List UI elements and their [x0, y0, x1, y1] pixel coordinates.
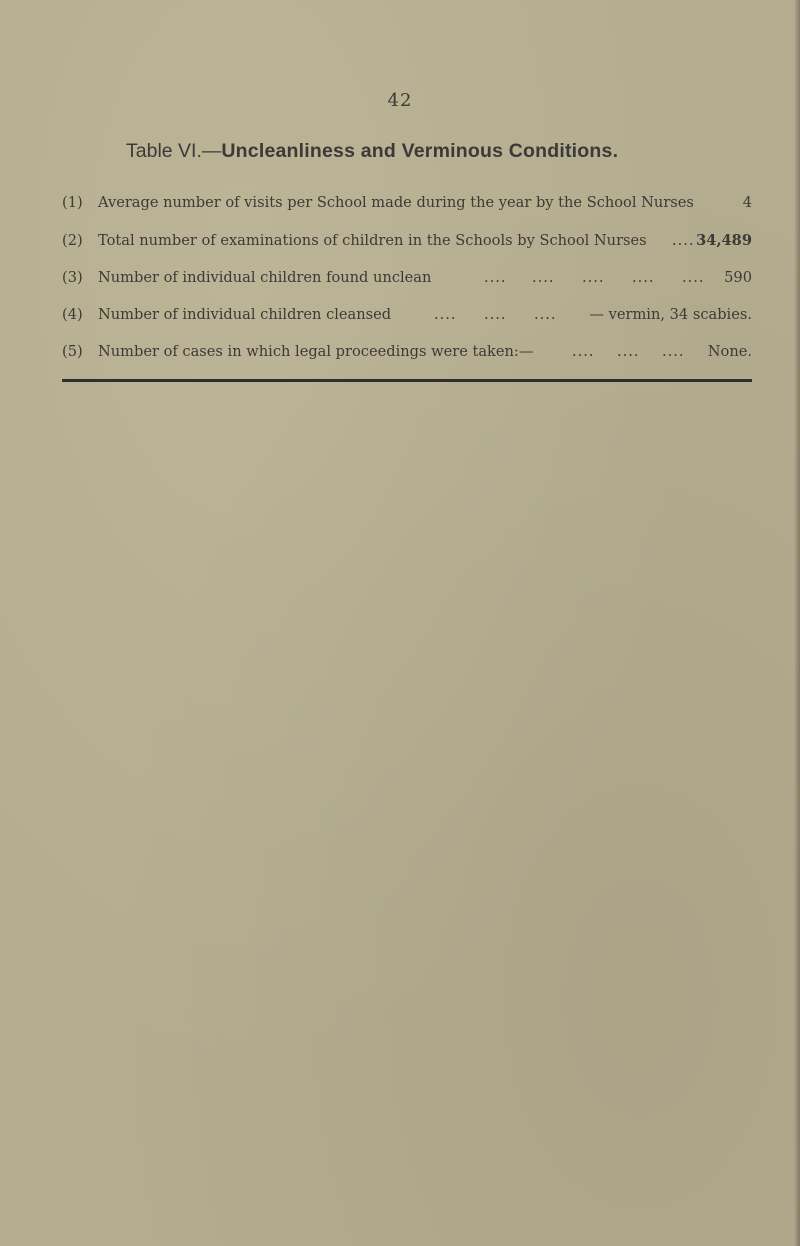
row-number: (1) — [62, 194, 83, 211]
leader-dots: .... — [532, 269, 555, 286]
page-number: 42 — [387, 90, 413, 111]
row-text: Number of individual children found unclean — [98, 269, 432, 286]
row-text: Number of cases in which legal proceedings were taken:— — [98, 343, 534, 360]
leader-dots: .... — [572, 343, 595, 360]
leader-dots: .... — [484, 306, 507, 323]
table-title — [126, 140, 618, 163]
table-row — [62, 267, 752, 289]
leader-dots: .... — [662, 343, 685, 360]
table-row — [62, 230, 752, 252]
table-label: Table VI. — [126, 140, 202, 162]
leader-dots: .... — [682, 269, 705, 286]
row-value: 4 — [742, 194, 752, 211]
leader-dots: .... — [484, 269, 507, 286]
leader-dots: .... — [632, 269, 655, 286]
leader-dots: .... — [582, 269, 605, 286]
row-text: Number of individual children cleansed — [98, 306, 392, 323]
row-text: Total number of examinations of children in the Schools by School Nurses — [98, 232, 647, 249]
leader-dots: .... — [434, 306, 457, 323]
row-number: (3) — [62, 269, 83, 286]
table-row — [62, 304, 752, 326]
row-value: 590 — [724, 269, 752, 286]
table-row — [62, 341, 752, 363]
table-bottom-rule — [62, 379, 752, 382]
row-value: 34,489 — [696, 232, 752, 249]
leader-dots: .... — [617, 343, 640, 360]
table-row — [62, 192, 752, 214]
page-edge-shadow — [794, 0, 800, 1246]
title-dash: — — [201, 140, 222, 162]
row-number: (5) — [62, 343, 83, 360]
row-number: (2) — [62, 232, 83, 249]
row-value: None. — [707, 343, 752, 360]
leader-dots: .... — [672, 232, 695, 249]
leader-dots: .... — [534, 306, 557, 323]
table-heading: Uncleanliness and Verminous Conditions. — [221, 140, 619, 162]
row-text: Average number of visits per School made during the year by the School Nurses — [98, 194, 694, 211]
row-number: (4) — [62, 306, 83, 323]
row-value: — vermin, 34 scabies. — [589, 306, 752, 323]
